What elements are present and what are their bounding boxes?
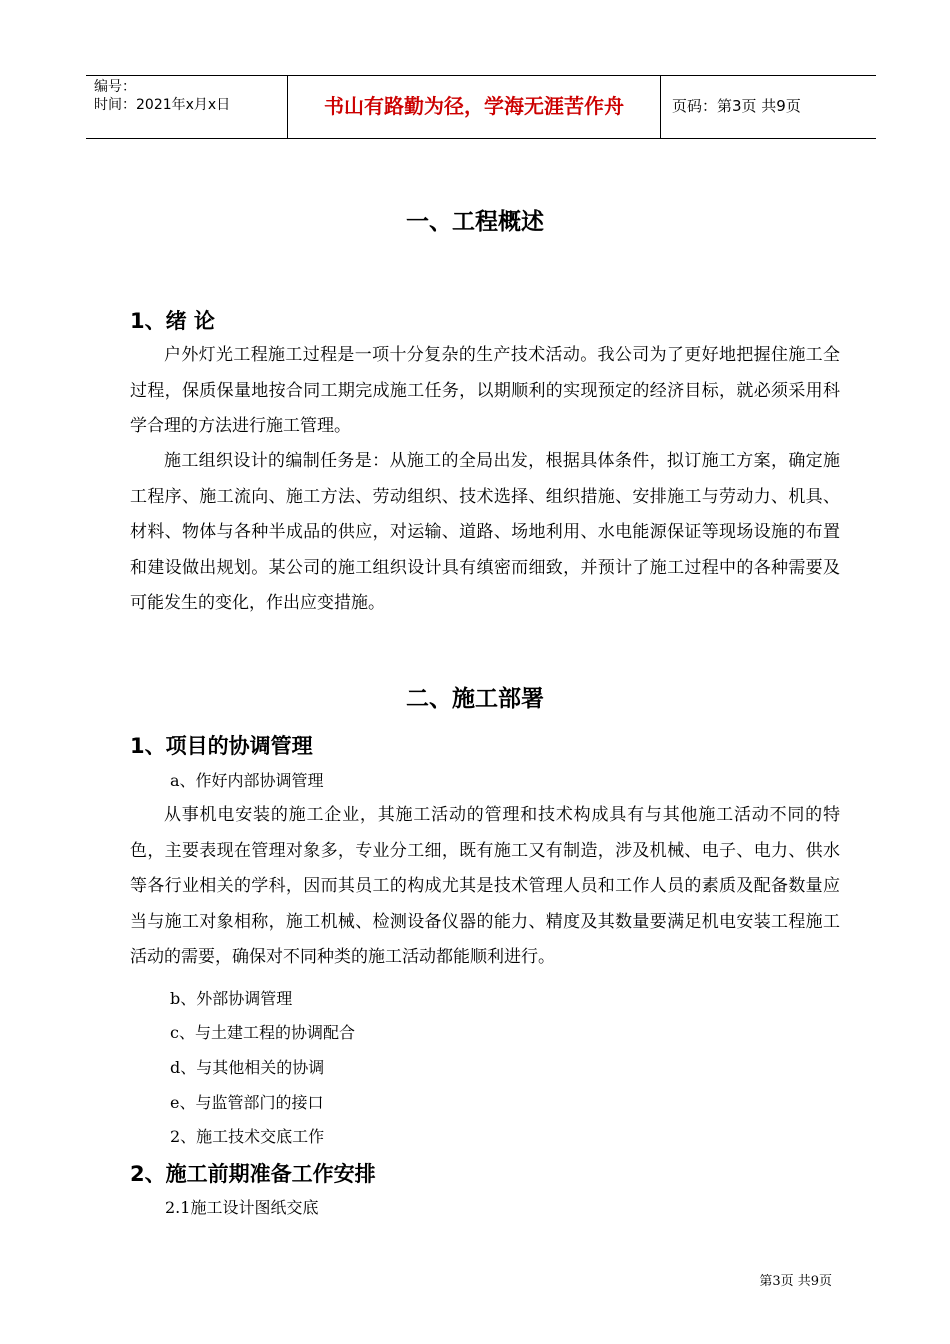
paragraph-coordination: 从事机电安装的施工企业，其施工活动的管理和技术构成具有与其他施工活动不同的特色，主要表现在管理对象多，专业分工细，既有施工又有制造，涉及机械、电子、电力、供水等各行业相关的学科，因而其员工的构成尤其是技术管理人员和工作人员的素质及配备数量应当与施工对象相称，施工机械、检测设备仪器的能力、精度及其数量要满足机电安装工程施工活动的需要，确保对不同种类的施工活动都能顺利进行。 <box>130 805 840 967</box>
list-item: 2、施工技术交底工作 <box>170 1127 325 1146</box>
list-item-drawing-disclosure: 2.1施工设计图纸交底 <box>165 1198 319 1217</box>
list-item-internal-coordination: a、作好内部协调管理 <box>170 771 324 790</box>
page-footer-number: 第3页 共9页 <box>759 1274 832 1289</box>
list-item: d、与其他相关的协调 <box>170 1058 325 1077</box>
list-item: b、外部协调管理 <box>170 989 293 1008</box>
document-number-label: 编号： <box>94 79 136 95</box>
subsection-coordination: 1、项目的协调管理 <box>130 734 313 758</box>
header-meta <box>94 78 284 114</box>
document-time-label: 时间：2021年x月x日 <box>94 97 231 113</box>
header-motto: 书山有路勤为径，学海无涯苦作舟 <box>287 76 661 138</box>
subsection-introduction: 1、绪 论 <box>130 309 215 333</box>
paragraph-intro-2: 施工组织设计的编制任务是：从施工的全局出发，根据具体条件，拟订施工方案，确定施工程序、施工流向、施工方法、劳动组织、技术选择、组织措施、安排施工与劳动力、机具、材料、物体与各种半成品的供应，对运输、道路、场地利用、水电能源保证等现场设施的布置和建设做出规划。某公司的施工组织设计具有缜密而细致，并预计了施工过程中的各种需要及可能发生的变化，作出应变措施。 <box>130 451 840 613</box>
page-header <box>86 75 876 139</box>
section-title-overview: 一、工程概述 <box>406 209 544 235</box>
section-title-deployment: 二、施工部署 <box>406 686 544 712</box>
list-item: c、与土建工程的协调配合 <box>170 1023 355 1042</box>
subsection-preparation: 2、施工前期准备工作安排 <box>130 1162 376 1186</box>
paragraph-intro-1: 户外灯光工程施工过程是一项十分复杂的生产技术活动。我公司为了更好地把握住施工全过程，保质保量地按合同工期完成施工任务，以期顺利的实现预定的经济目标，就必须采用科学合理的方法进行施工管理。 <box>130 345 840 436</box>
header-page-label: 页码：第3页 共9页 <box>672 97 801 115</box>
list-item: e、与监管部门的接口 <box>170 1093 324 1112</box>
